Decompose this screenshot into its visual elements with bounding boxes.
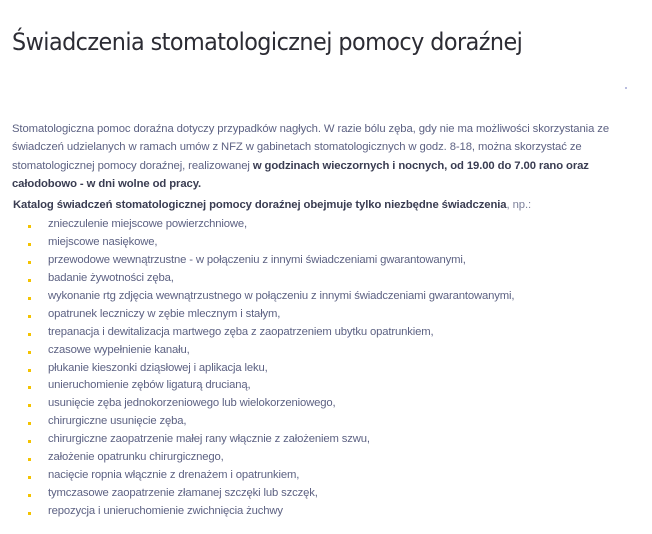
service-label: chirurgiczne zaopatrzenie małej rany włącznie z założeniem szwu, — [48, 433, 370, 446]
service-label: opatrunek leczniczy w zębie mlecznym i stałym, — [48, 307, 281, 320]
service-label: miejscowe nasiękowe, — [48, 235, 158, 248]
catalog-heading-bold: Katalog świadczeń stomatologicznej pomocy doraźnej obejmuje tylko niezbędne świadczenia — [13, 199, 507, 211]
intro-hours-emphasis: w godzinach wieczornych i nocnych, od 19.00 do 7.00 rano oraz — [252, 159, 589, 172]
bullet-square-icon — [28, 404, 31, 407]
service-label: chirurgiczne usunięcie zęba, — [48, 415, 187, 428]
bullet-square-icon — [28, 315, 31, 318]
list-item — [28, 234, 514, 252]
intro-paragraph — [12, 120, 632, 193]
list-item — [28, 306, 514, 324]
catalog-heading — [13, 197, 531, 213]
bullet-square-icon — [28, 333, 31, 336]
bullet-square-icon — [28, 297, 31, 300]
bullet-square-icon — [28, 512, 31, 515]
list-item — [28, 467, 514, 485]
service-label: wykonanie rtg zdjęcia wewnątrzustnego w połączeniu z innymi świadczeniami gwarantowanymi, — [48, 289, 515, 302]
bullet-square-icon — [28, 261, 31, 264]
bullet-square-icon — [28, 494, 31, 497]
bullet-square-icon — [28, 225, 31, 228]
service-label: badanie żywotności zęba, — [48, 271, 174, 284]
list-item — [28, 431, 514, 449]
bullet-square-icon — [28, 279, 31, 282]
bullet-square-icon — [28, 440, 31, 443]
list-item — [28, 270, 514, 288]
service-label: repozycja i unieruchomienie zwichnięcia żuchwy — [48, 505, 283, 517]
bullet-square-icon — [28, 476, 31, 479]
bullet-square-icon — [28, 369, 31, 372]
service-label: unieruchomienie zębów ligaturą drucianą, — [48, 379, 251, 392]
intro-line-1: Stomatologiczna pomoc doraźna dotyczy przypadków nagłych. W razie bólu zęba, gdy nie ma możliwości skorzystania ze — [12, 123, 610, 135]
list-item — [28, 377, 514, 395]
service-label: płukanie kieszonki dziąsłowej i aplikacja leku, — [48, 361, 268, 374]
intro-line-2: świadczeń udzielanych w ramach umów z NFZ w gabinetach stomatologicznych w godz. 8-18, można skorzystać ze — [12, 141, 582, 154]
service-label: założenie opatrunku chirurgicznego, — [48, 451, 224, 464]
list-item — [28, 342, 514, 360]
intro-weekend-emphasis: całodobowo - w dni wolne od pracy. — [12, 177, 202, 190]
catalog-heading-suffix: , np.: — [506, 199, 532, 211]
bullet-square-icon — [28, 422, 31, 425]
service-label: trepanacja i dewitalizacja martwego zęba z zaopatrzeniem ubytku opatrunkiem, — [48, 325, 434, 338]
intro-line-4 — [12, 175, 632, 193]
list-item — [28, 252, 514, 270]
service-label: nacięcie ropnia włącznie z drenażem i opatrunkiem, — [48, 469, 300, 482]
services-list — [28, 216, 514, 521]
bullet-square-icon — [28, 351, 31, 354]
page-title: Świadczenia stomatologicznej pomocy doraźnej — [12, 28, 523, 56]
list-item — [28, 324, 514, 342]
list-item — [28, 449, 514, 467]
list-item — [28, 413, 514, 431]
list-item — [28, 395, 514, 413]
service-label: przewodowe wewnątrzustne - w połączeniu z innymi świadczeniami gwarantowanymi, — [48, 253, 466, 266]
list-item — [28, 360, 514, 378]
service-label: czasowe wypełnienie kanału, — [48, 343, 190, 356]
service-label: usunięcie zęba jednokorzeniowego lub wielokorzeniowego, — [48, 397, 336, 410]
bullet-square-icon — [28, 386, 31, 389]
bullet-square-icon — [28, 243, 31, 246]
list-item — [28, 216, 514, 234]
service-label: tymczasowe zaopatrzenie złamanej szczęki lub szczęk, — [48, 487, 318, 500]
list-item — [28, 485, 514, 503]
intro-line-3 — [12, 157, 632, 175]
scan-speck-decoration — [625, 87, 627, 89]
list-item — [28, 288, 514, 306]
intro-line-3-normal: stomatologicznej pomocy doraźnej, realizowanej — [12, 159, 253, 172]
list-item — [28, 503, 514, 521]
service-label: znieczulenie miejscowe powierzchniowe, — [48, 218, 247, 230]
bullet-square-icon — [28, 458, 31, 461]
